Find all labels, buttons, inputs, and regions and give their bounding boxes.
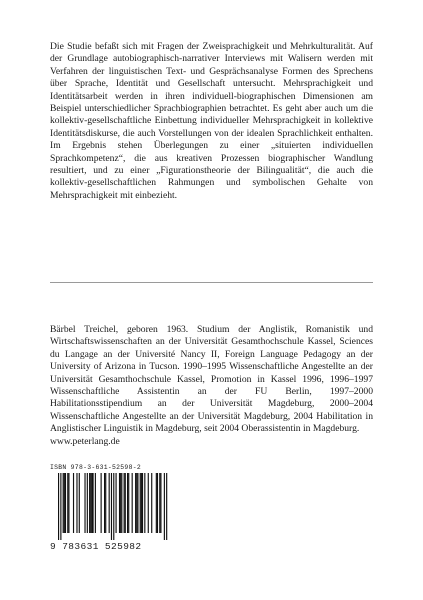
- barcode-bar: [121, 473, 122, 533]
- barcode-bar: [160, 473, 161, 533]
- barcode-bar: [90, 473, 91, 533]
- barcode-bar: [73, 473, 74, 533]
- barcode-bar: [137, 473, 138, 533]
- barcode-bar: [132, 473, 133, 533]
- barcode-bar: [148, 473, 149, 533]
- barcode-bar: [136, 473, 137, 533]
- barcode-bar: [119, 473, 120, 533]
- barcode-bar: [65, 473, 66, 533]
- barcode-bar: [95, 473, 96, 533]
- barcode-bar: [58, 473, 59, 540]
- barcode-icon: [50, 473, 170, 540]
- barcode-bar: [135, 473, 136, 533]
- barcode-bar: [109, 473, 110, 533]
- barcode-bar: [125, 473, 126, 533]
- barcode-bar: [111, 473, 112, 540]
- barcode-bar: [91, 473, 92, 533]
- barcode-bar: [164, 473, 165, 540]
- barcode-bar: [84, 473, 85, 533]
- barcode-bar: [127, 473, 128, 533]
- barcode-bar: [128, 473, 129, 533]
- ean-digits: 9 783631 525982: [50, 541, 142, 552]
- barcode-bar: [89, 473, 90, 533]
- abstract-paragraph: Die Studie befaßt sich mit Fragen der Zweisprachigkeit und Mehrkulturalität. Auf der Grundlage autobiographisch-narrativer Interviews mit Walisern werden mit Verfahren der linguistischen Text- und Gesprächsanalyse Formen des Sprechens über Sprache, Identität und Gesellschaft untersucht. Mehrsprachigkeit und Identitätsarbeit werden in ihren individuell-biographischen Dimensionen am Beispiel unterschiedlicher Sprachbiographien betrachtet. Es geht aber auch um die kollektiv-gesellschaftliche Einbettung individueller Mehrsprachigkeit in kollektive Identitätsdiskurse, die auch Vorstellungen von der idealen Sprachlichkeit enthalten. Im Ergebnis stehen Überlegungen zu einer „situierten individuellen Sprachkompetenz“, die aus kreativen Prozessen biographischer Wandlung resultiert, und zu einer „Figurationstheorie der Bilingualität“, die auch die kollektiv-gesellschaftlichen Rahmungen und symbolischen Gehalte von Mehrsprachigkeit mit einbezieht.: [50, 41, 373, 201]
- barcode-bar: [63, 473, 64, 533]
- barcode-bar: [124, 473, 125, 533]
- publisher-website: www.peterlang.de: [50, 436, 120, 447]
- barcode-bar: [68, 473, 69, 533]
- barcode-bar: [76, 473, 77, 533]
- barcode-bar: [159, 473, 160, 533]
- barcode-bar: [87, 473, 88, 533]
- barcode-bar: [166, 473, 167, 540]
- barcode-bar: [64, 473, 65, 533]
- barcode-bar: [105, 473, 106, 533]
- barcode-bar: [113, 473, 114, 540]
- section-divider: [50, 282, 373, 283]
- isbn-label: ISBN 978-3-631-52598-2: [50, 464, 141, 471]
- barcode-bar: [142, 473, 143, 533]
- barcode-bar: [101, 473, 102, 533]
- barcode-bar: [67, 473, 68, 533]
- barcode-bar: [116, 473, 117, 533]
- barcode-bar: [140, 473, 141, 533]
- barcode-bar: [93, 473, 94, 533]
- barcode-bar: [157, 473, 158, 533]
- barcode-bar: [144, 473, 145, 533]
- author-bio-paragraph: Bärbel Treichel, geboren 1963. Studium der Anglistik, Romanistik und Wirtschaftswissenschaften an der Universität Gesamthochschule Kassel, Sciences du Langage an der Université Nancy II, Foreign Language Pedagogy an der University of Arizona in Tucson. 1990–1995 Wissenschaftliche Angestellte an der Universität Gesamthochschule Kassel, Promotion in Kassel 1996, 1996–1997 Wissenschaftliche Assistentin an der FU Berlin, 1997–2000 Habilitationsstipendium an der Universität Magdeburg, 2000–2004 Wissenschaftliche Angestellte an der Universität Magdeburg, 2004 Habilitation in Anglistischer Linguistik in Magdeburg, seit 2004 Oberassistentin in Magdeburg.: [50, 324, 373, 435]
- barcode-bar: [151, 473, 152, 533]
- barcode-bar: [141, 473, 142, 533]
- isbn-barcode: [50, 464, 170, 552]
- barcode-bar: [156, 473, 157, 533]
- barcode-bar: [120, 473, 121, 533]
- barcode-bar: [60, 473, 61, 540]
- barcode-bar: [79, 473, 80, 533]
- barcode-bar: [104, 473, 105, 533]
